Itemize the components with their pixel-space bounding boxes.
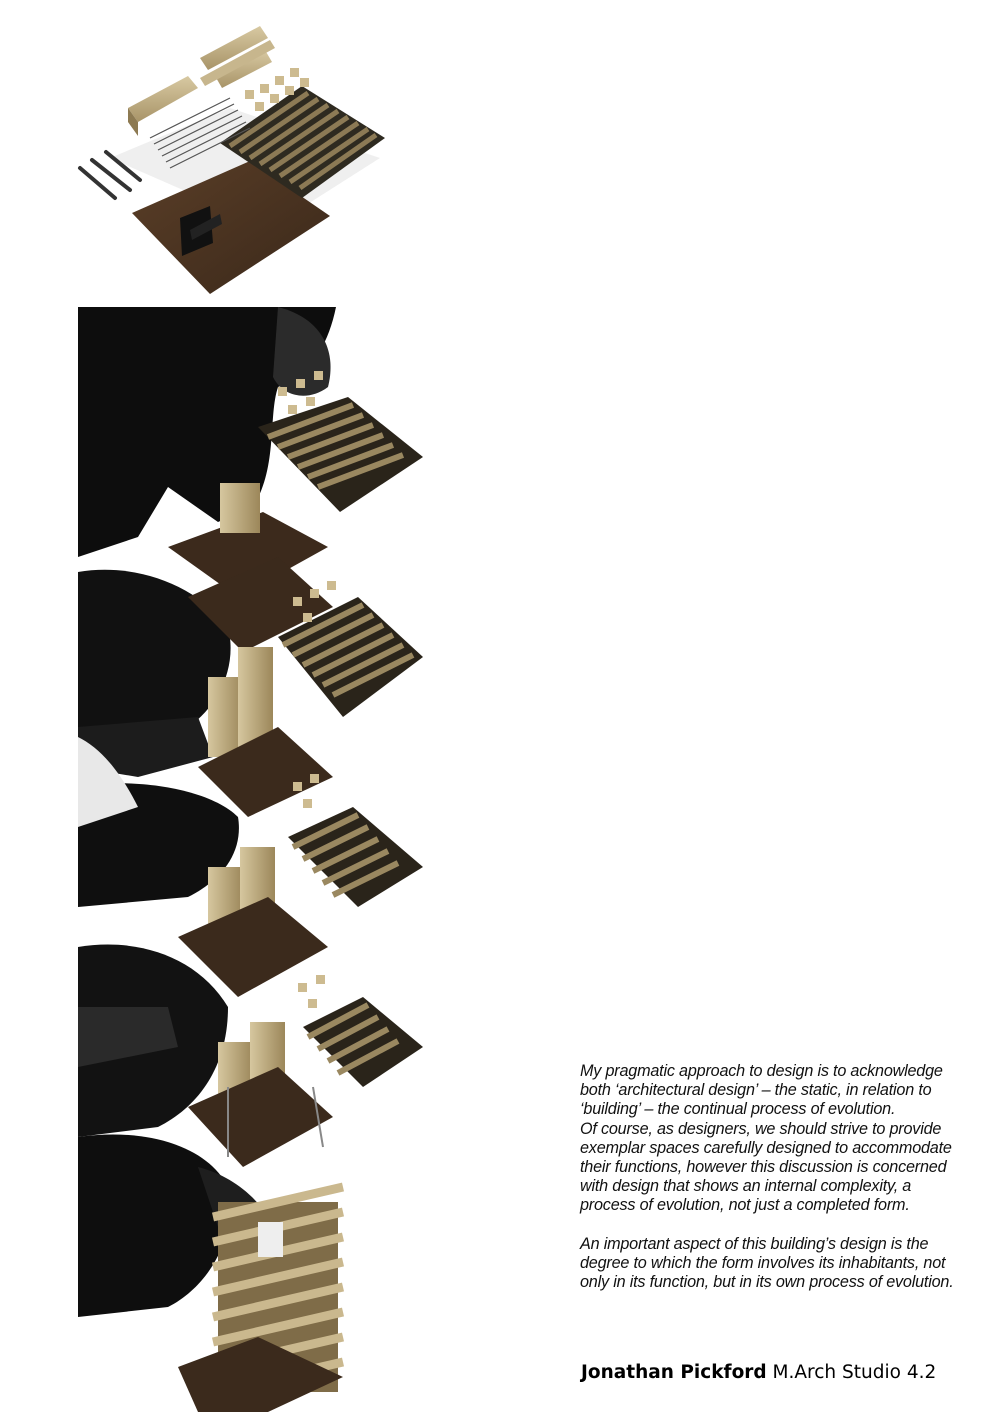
course-label: M.Arch Studio 4.2 — [772, 1362, 937, 1383]
statement-paragraph-3: An important aspect of this building’s design is the degree to which the form involves its inhabitants, not only in its function, but in its own process of evolution. — [580, 1234, 954, 1292]
assembly-sequence-photo — [78, 307, 430, 1412]
author-credit — [581, 1362, 936, 1383]
design-statement — [580, 1062, 960, 1292]
kit-layout-photo — [70, 18, 390, 300]
statement-paragraph-1: My pragmatic approach to design is to acknowledge both ‘architectural design’ – the static, in relation to ‘building’ – the continual process of evolution. — [580, 1062, 943, 1119]
statement-paragraph-2: Of course, as designers, we should strive to provide exemplar spaces carefully designed to accommodate their functions, however this discussion is concerned with design that shows an internal complexity, a process of evolution, not just a completed form. — [580, 1119, 952, 1215]
author-name: Jonathan Pickford — [581, 1362, 767, 1383]
